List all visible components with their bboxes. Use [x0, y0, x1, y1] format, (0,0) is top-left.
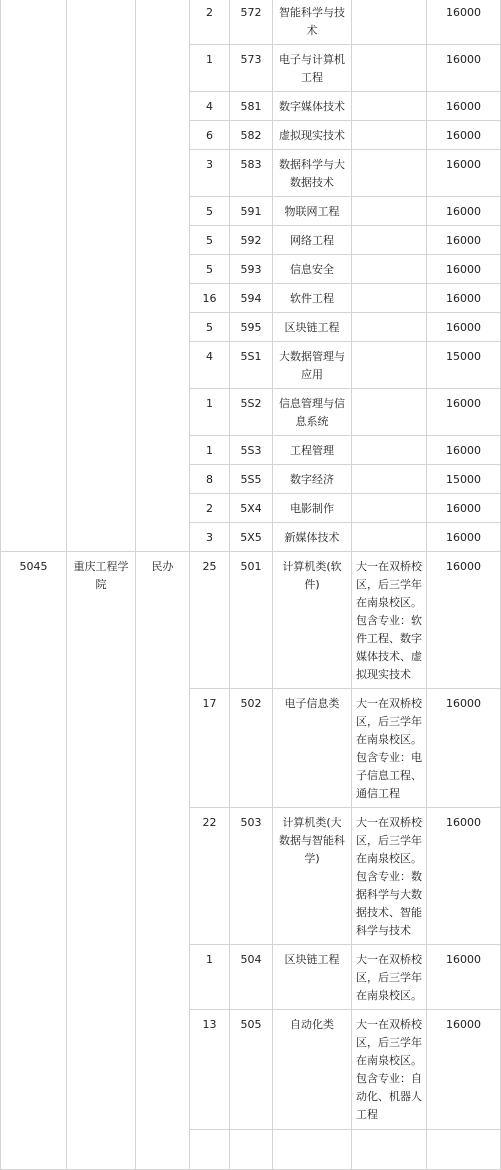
major-code-cell: 595	[230, 313, 273, 342]
tuition-cell: 16000	[427, 552, 501, 689]
plan-count-cell: 3	[190, 150, 230, 197]
tuition-cell: 16000	[427, 523, 501, 552]
plan-count-cell: 1	[190, 945, 230, 1010]
major-name-cell: 信息安全	[273, 255, 352, 284]
tuition-cell: 16000	[427, 0, 501, 45]
major-code-cell: 5S1	[230, 342, 273, 389]
empty-cell	[352, 1130, 427, 1170]
empty-cell	[427, 1130, 501, 1170]
major-name-cell: 电影制作	[273, 494, 352, 523]
major-name-cell: 电子信息类	[273, 689, 352, 808]
plan-count-cell: 6	[190, 121, 230, 150]
tuition-cell: 15000	[427, 342, 501, 389]
major-code-cell: 581	[230, 92, 273, 121]
plan-count-cell: 5	[190, 255, 230, 284]
major-name-cell: 数据科学与大数据技术	[273, 150, 352, 197]
major-code-cell: 505	[230, 1010, 273, 1130]
major-name-cell: 信息管理与信息系统	[273, 389, 352, 436]
major-code-cell: 572	[230, 0, 273, 45]
tuition-cell: 16000	[427, 92, 501, 121]
plan-count-cell: 4	[190, 342, 230, 389]
major-name-cell: 计算机类(软件)	[273, 552, 352, 689]
major-name-cell: 数字媒体技术	[273, 92, 352, 121]
plan-count-cell: 5	[190, 313, 230, 342]
major-name-cell: 区块链工程	[273, 945, 352, 1010]
plan-count-cell: 16	[190, 284, 230, 313]
plan-count-cell: 25	[190, 552, 230, 689]
major-name-cell: 虚拟现实技术	[273, 121, 352, 150]
major-name-cell: 智能科学与技术	[273, 0, 352, 45]
note-cell	[352, 255, 427, 284]
empty-cell	[230, 1130, 273, 1170]
major-code-cell: 573	[230, 45, 273, 92]
tuition-cell: 16000	[427, 313, 501, 342]
major-name-cell: 网络工程	[273, 226, 352, 255]
empty-cell	[273, 1130, 352, 1170]
major-name-cell: 工程管理	[273, 436, 352, 465]
plan-count-cell: 4	[190, 92, 230, 121]
school-id-cell	[1, 0, 67, 552]
major-code-cell: 582	[230, 121, 273, 150]
plan-count-cell: 8	[190, 465, 230, 494]
note-cell	[352, 284, 427, 313]
note-cell	[352, 92, 427, 121]
note-cell: 大一在双桥校区，后三学年在南泉校区。包含专业：数据科学与大数据技术、智能科学与技术	[352, 808, 427, 945]
major-code-cell: 5S3	[230, 436, 273, 465]
plan-count-cell: 2	[190, 0, 230, 45]
note-cell	[352, 121, 427, 150]
table-row	[1, 0, 501, 45]
plan-count-cell: 1	[190, 389, 230, 436]
major-code-cell: 593	[230, 255, 273, 284]
tuition-cell: 16000	[427, 45, 501, 92]
plan-count-cell: 5	[190, 197, 230, 226]
school-type-cell: 民办	[136, 552, 190, 1170]
school-id-cell: 5045	[1, 552, 67, 1170]
note-cell	[352, 0, 427, 45]
major-code-cell: 5S2	[230, 389, 273, 436]
plan-count-cell: 22	[190, 808, 230, 945]
school-type-cell	[136, 0, 190, 552]
major-name-cell: 物联网工程	[273, 197, 352, 226]
tuition-cell: 16000	[427, 436, 501, 465]
note-cell	[352, 342, 427, 389]
tuition-cell: 16000	[427, 1010, 501, 1130]
table-row	[1, 552, 501, 689]
major-code-cell: 5X4	[230, 494, 273, 523]
note-cell: 大一在双桥校区，后三学年在南泉校区。包含专业：软件工程、数字媒体技术、虚拟现实技术	[352, 552, 427, 689]
major-name-cell: 区块链工程	[273, 313, 352, 342]
note-cell	[352, 465, 427, 494]
plan-count-cell: 1	[190, 436, 230, 465]
empty-cell	[190, 1130, 230, 1170]
tuition-cell: 16000	[427, 150, 501, 197]
major-code-cell: 503	[230, 808, 273, 945]
major-code-cell: 5X5	[230, 523, 273, 552]
plan-count-cell: 3	[190, 523, 230, 552]
major-name-cell: 大数据管理与应用	[273, 342, 352, 389]
note-cell	[352, 45, 427, 92]
school-name-cell	[67, 0, 136, 552]
note-cell: 大一在双桥校区，后三学年在南泉校区。	[352, 945, 427, 1010]
plan-count-cell: 17	[190, 689, 230, 808]
major-code-cell: 5S5	[230, 465, 273, 494]
tuition-cell: 16000	[427, 284, 501, 313]
tuition-cell: 16000	[427, 945, 501, 1010]
table-body	[1, 0, 501, 1170]
note-cell	[352, 523, 427, 552]
major-name-cell: 自动化类	[273, 1010, 352, 1130]
note-cell	[352, 197, 427, 226]
note-cell	[352, 150, 427, 197]
tuition-cell: 16000	[427, 255, 501, 284]
plan-count-cell: 13	[190, 1010, 230, 1130]
major-code-cell: 592	[230, 226, 273, 255]
major-name-cell: 新媒体技术	[273, 523, 352, 552]
tuition-cell: 16000	[427, 689, 501, 808]
note-cell: 大一在双桥校区，后三学年在南泉校区。包含专业：自动化、机器人工程	[352, 1010, 427, 1130]
note-cell	[352, 226, 427, 255]
school-name-cell: 重庆工程学院	[67, 552, 136, 1170]
note-cell	[352, 494, 427, 523]
major-name-cell: 数字经济	[273, 465, 352, 494]
major-code-cell: 502	[230, 689, 273, 808]
tuition-cell: 16000	[427, 808, 501, 945]
major-code-cell: 594	[230, 284, 273, 313]
major-name-cell: 软件工程	[273, 284, 352, 313]
tuition-cell: 16000	[427, 494, 501, 523]
tuition-cell: 16000	[427, 197, 501, 226]
tuition-cell: 16000	[427, 226, 501, 255]
plan-count-cell: 1	[190, 45, 230, 92]
major-code-cell: 504	[230, 945, 273, 1010]
tuition-cell: 15000	[427, 465, 501, 494]
plan-count-cell: 5	[190, 226, 230, 255]
note-cell: 大一在双桥校区，后三学年在南泉校区。包含专业：电子信息工程、通信工程	[352, 689, 427, 808]
major-code-cell: 583	[230, 150, 273, 197]
note-cell	[352, 436, 427, 465]
major-name-cell: 计算机类(大数据与智能科学)	[273, 808, 352, 945]
note-cell	[352, 313, 427, 342]
major-code-cell: 501	[230, 552, 273, 689]
note-cell	[352, 389, 427, 436]
tuition-cell: 16000	[427, 389, 501, 436]
tuition-cell: 16000	[427, 121, 501, 150]
plan-count-cell: 2	[190, 494, 230, 523]
major-code-cell: 591	[230, 197, 273, 226]
major-name-cell: 电子与计算机工程	[273, 45, 352, 92]
